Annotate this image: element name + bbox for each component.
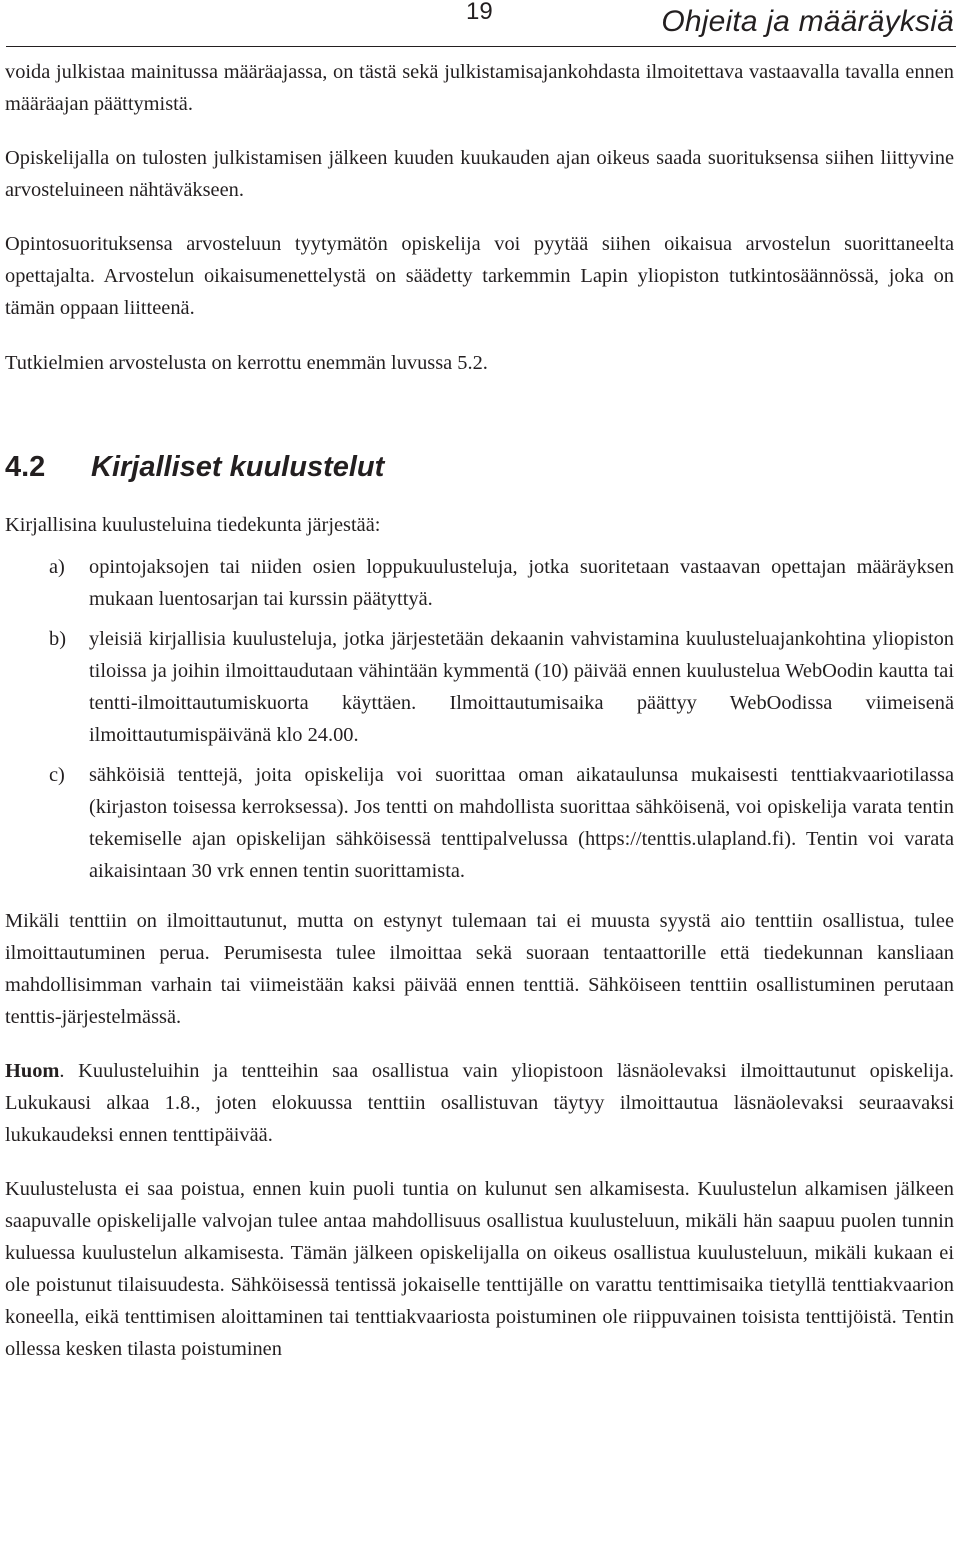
paragraph-thesis-reference: Tutkielmien arvostelusta on kerrottu enemmän luvussa 5.2. bbox=[5, 352, 488, 374]
paragraph-results-review: Opiskelijalla on tulosten julkistamisen jälkeen kuuden kuukauden ajan oikeus saada suorituksensa siihen liittyvine arvosteluineen nähtäväkseen. bbox=[5, 147, 954, 201]
page-header bbox=[0, 0, 960, 46]
page-number: 19 bbox=[466, 0, 493, 25]
header-rule bbox=[6, 46, 956, 47]
paragraph-cancellation: Mikäli tenttiin on ilmoittautunut, mutta on estynyt tulemaan tai ei muusta syystä aio tenttiin osallistua, tulee ilmoittautuminen perua. Perumisesta tulee ilmoittaa sekä suoraan tentaattorille että tiedekunnan kansliaan mahdollisimman varhain tai viimeistään kaksi päivää ennen tenttiä. Sähköiseen tenttiin osallistuminen perutaan tenttis-järjestelmässä. bbox=[5, 910, 954, 1028]
note-label: Huom bbox=[5, 1060, 60, 1082]
paragraph-note bbox=[5, 1055, 954, 1151]
note-text: . Kuulusteluihin ja tentteihin saa osallistua vain yliopistoon läsnäolevaksi ilmoittautunut opiskelija. Lukukausi alkaa 1.8., joten elokuussa tenttiin osallistuvan täytyy ilmoittautua läsnäolevaksi seuraavaksi lukukaudeksi ennen tenttipäivää. bbox=[5, 1060, 954, 1146]
list-item bbox=[5, 623, 954, 751]
list-item-text: yleisiä kirjallisia kuulusteluja, jotka järjestetään dekaanin vahvistamina kuulusteluajankohtina yliopiston tiloissa ja joihin ilmoittaudutaan vähintään kymmentä (10) päivää ennen kuulustelua WebOodin kautta tai tentti-ilmoittautumiskuorta käyttäen. Ilmoittautumisaika päättyy WebOodissa viimeisenä ilmoittautumispäivänä klo 24.00. bbox=[89, 628, 954, 746]
list-item bbox=[5, 759, 954, 887]
section-intro: Kirjallisina kuulusteluina tiedekunta järjestää: bbox=[5, 514, 381, 536]
paragraph-leaving-exam: Kuulustelusta ei saa poistua, ennen kuin puoli tuntia on kulunut sen alkamisesta. Kuulustelun alkamisen jälkeen saapuvalle opiskelijalle valvojan tulee antaa mahdollisuus osallistua kuulusteluun, mikäli hän saapuu puolen tunnin kuluessa kuulustelun alkamisesta. Tämän jälkeen opiskelijalla on oikeus osallistua kuulusteluun, mikäli kukaan ei ole poistunut tilaisuudesta. Sähköisessä tentissä jokaiselle tenttijälle on varattu tenttimisaika tietyllä tenttiakvaarion koneella, eikä tenttimisen aloittaminen tai tenttiakvaariosta poistuminen ole riippuvainen toisista tenttijöistä. Tentin ollessa kesken tilasta poistuminen bbox=[5, 1178, 954, 1360]
list-marker: b) bbox=[49, 628, 66, 650]
exam-types-list bbox=[5, 551, 954, 887]
paragraph-grade-correction: Opintosuorituksensa arvosteluun tyytymätön opiskelija voi pyytää siihen oikaisua arvostelun suorittaneelta opettajalta. Arvostelun oikaisumenettelystä on säädetty tarkemmin Lapin yliopiston tutkintosäännössä, joka on tämän oppaan liitteenä. bbox=[5, 233, 954, 319]
section-heading bbox=[5, 447, 954, 487]
paragraph-continuation: voida julkistaa mainitussa määräajassa, on tästä sekä julkistamisajankohdasta ilmoitettava vastaavalla tavalla ennen määräajan päättymistä. bbox=[5, 61, 954, 115]
section-number: 4.2 bbox=[5, 451, 46, 483]
list-item-text: opintojaksojen tai niiden osien loppukuulusteluja, jotka suoritetaan vastaavan opettajan määräyksen mukaan luentosarjan tai kurssin päätyttyä. bbox=[89, 556, 954, 610]
running-title: Ohjeita ja määräyksiä bbox=[661, 5, 954, 38]
list-item bbox=[5, 551, 954, 615]
list-marker: c) bbox=[49, 764, 65, 786]
list-marker: a) bbox=[49, 556, 65, 578]
page-content bbox=[5, 56, 954, 1365]
list-item-text: sähköisiä tenttejä, joita opiskelija voi suorittaa oman aikataulunsa mukaisesti tenttiakvaariotilassa (kirjaston toisessa kerroksessa). Jos tentti on mahdollista suorittaa sähköisenä, voi opiskelija varata tentin tekemiselle ajan opiskelijan sähköisessä tenttipalvelussa (https://tenttis.ulapland.fi). Tentin voi varata aikaisintaan 30 vrk ennen tentin suorittamista. bbox=[89, 764, 954, 882]
section-title: Kirjalliset kuulustelut bbox=[91, 451, 385, 483]
